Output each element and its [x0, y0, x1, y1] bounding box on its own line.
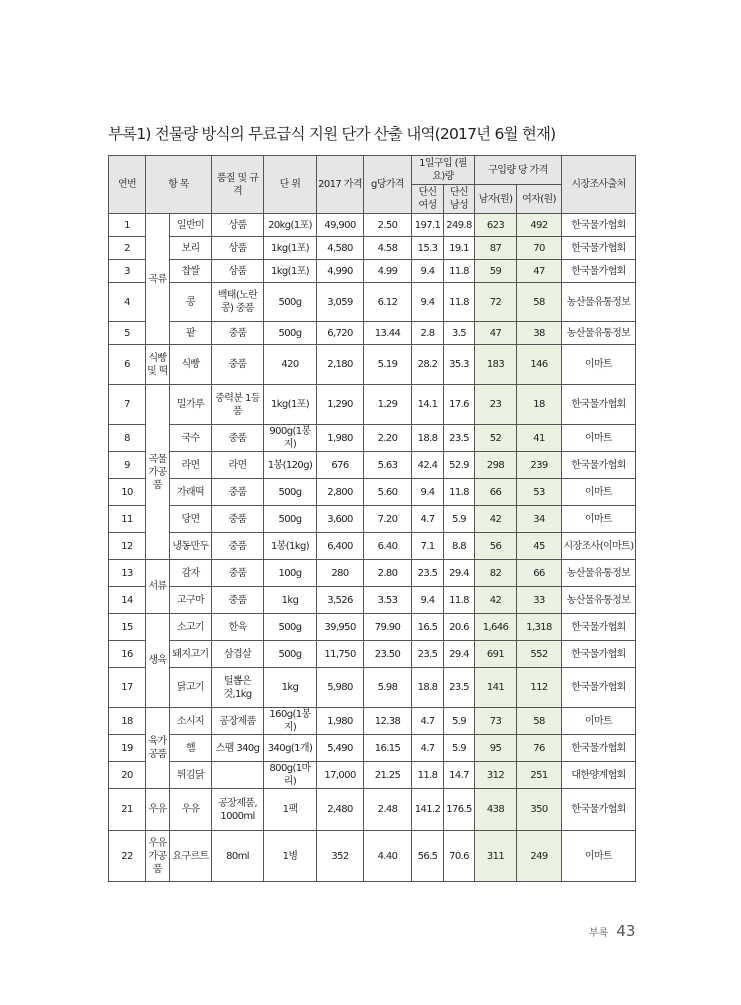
cell-source: 한국물가협회: [562, 641, 636, 668]
cell-cost-male: 56: [475, 533, 517, 560]
cell-need-male: 5.9: [444, 735, 475, 762]
cell-price: 1,290: [317, 385, 364, 425]
cell-gram: 2.20: [364, 425, 412, 452]
cell-price: 6,400: [317, 533, 364, 560]
cell-quality: 삼겹살: [212, 641, 264, 668]
cell-source: 한국물가협회: [562, 789, 636, 831]
cell-price: 280: [317, 560, 364, 587]
cell-gram: 3.53: [364, 587, 412, 614]
cell-cost-female: 76: [517, 735, 562, 762]
cell-source: 농산물유통정보: [562, 587, 636, 614]
cell-need-female: 4.7: [412, 506, 444, 533]
table-row: [109, 506, 636, 533]
table-row: [109, 587, 636, 614]
table-row: [109, 668, 636, 708]
cell-gram: 5.60: [364, 479, 412, 506]
cell-cost-male: 42: [475, 587, 517, 614]
cell-no: 9: [109, 452, 146, 479]
cell-need-female: 14.1: [412, 385, 444, 425]
cell-cost-female: 58: [517, 708, 562, 735]
cell-cost-female: 33: [517, 587, 562, 614]
page-number: 43: [616, 922, 636, 940]
table-row: [109, 831, 636, 882]
cell-item: 소시지: [170, 708, 212, 735]
cell-source: 한국물가협회: [562, 668, 636, 708]
cell-quality: 스팸 340g: [212, 735, 264, 762]
cell-quality: 중품: [212, 345, 264, 385]
cell-need-female: 4.7: [412, 708, 444, 735]
cell-need-female: 197.1: [412, 214, 444, 237]
cell-unit: 1kg(1포): [264, 237, 317, 260]
cell-source: 이마트: [562, 425, 636, 452]
cell-source: 농산물유통정보: [562, 283, 636, 322]
cell-no: 13: [109, 560, 146, 587]
cell-gram: 2.80: [364, 560, 412, 587]
cell-gram: 13.44: [364, 322, 412, 345]
cell-source: 농산물유통정보: [562, 322, 636, 345]
cell-cost-male: 47: [475, 322, 517, 345]
header-need-female: 단신 여성: [412, 185, 444, 214]
cell-quality: 중력분 1등품: [212, 385, 264, 425]
cell-no: 3: [109, 260, 146, 283]
table-row: [109, 214, 636, 237]
cell-price: 1,980: [317, 425, 364, 452]
cell-no: 6: [109, 345, 146, 385]
header-no: 연번: [109, 156, 146, 214]
cell-unit: 1kg(1포): [264, 385, 317, 425]
cell-gram: 5.19: [364, 345, 412, 385]
cell-need-male: 23.5: [444, 425, 475, 452]
cell-unit: 800g(1마리): [264, 762, 317, 789]
cell-need-male: 11.8: [444, 260, 475, 283]
cell-need-male: 249.8: [444, 214, 475, 237]
cell-need-female: 28.2: [412, 345, 444, 385]
header-cost-female: 여자(원): [517, 185, 562, 214]
cell-unit: 1봉(120g): [264, 452, 317, 479]
cell-source: 한국물가협회: [562, 452, 636, 479]
header-price-2017: 2017 가격: [317, 156, 364, 214]
cell-gram: 79.90: [364, 614, 412, 641]
cell-need-female: 23.5: [412, 560, 444, 587]
category-cell: 생육: [146, 614, 170, 708]
cell-item: 감자: [170, 560, 212, 587]
cell-no: 16: [109, 641, 146, 668]
cell-cost-female: 552: [517, 641, 562, 668]
category-cell: 식빵 및 떡: [146, 345, 170, 385]
cell-source: 한국물가협회: [562, 735, 636, 762]
table-row: [109, 789, 636, 831]
cell-cost-male: 141: [475, 668, 517, 708]
cell-cost-male: 72: [475, 283, 517, 322]
cell-need-male: 11.8: [444, 283, 475, 322]
cell-need-female: 23.5: [412, 641, 444, 668]
cell-price: 5,980: [317, 668, 364, 708]
cell-cost-female: 34: [517, 506, 562, 533]
cell-need-male: 29.4: [444, 641, 475, 668]
cell-cost-male: 95: [475, 735, 517, 762]
table-body: [109, 214, 636, 882]
cell-item: 콩: [170, 283, 212, 322]
cell-unit: 1병: [264, 831, 317, 882]
cell-need-female: 56.5: [412, 831, 444, 882]
cell-gram: 2.48: [364, 789, 412, 831]
cell-unit: 500g: [264, 283, 317, 322]
cell-need-female: 9.4: [412, 283, 444, 322]
cell-source: 이마트: [562, 831, 636, 882]
cell-price: 3,600: [317, 506, 364, 533]
cell-quality: 상품: [212, 260, 264, 283]
cell-quality: 중품: [212, 479, 264, 506]
cell-no: 4: [109, 283, 146, 322]
cell-cost-female: 70: [517, 237, 562, 260]
cell-need-female: 7.1: [412, 533, 444, 560]
cell-need-male: 5.9: [444, 708, 475, 735]
cell-cost-female: 45: [517, 533, 562, 560]
table-row: [109, 641, 636, 668]
cell-need-male: 14.7: [444, 762, 475, 789]
cell-gram: 7.20: [364, 506, 412, 533]
cell-need-male: 176.5: [444, 789, 475, 831]
cell-item: 국수: [170, 425, 212, 452]
cell-item: 돼지고기: [170, 641, 212, 668]
cell-item: 일반미: [170, 214, 212, 237]
header-quality: 품질 및 규격: [212, 156, 264, 214]
cell-item: 우유: [170, 789, 212, 831]
cell-no: 21: [109, 789, 146, 831]
cell-source: 이마트: [562, 479, 636, 506]
cell-need-male: 19.1: [444, 237, 475, 260]
cell-need-female: 16.5: [412, 614, 444, 641]
cell-quality: 한육: [212, 614, 264, 641]
cell-price: 2,180: [317, 345, 364, 385]
table-row: [109, 708, 636, 735]
cell-item: 식빵: [170, 345, 212, 385]
cell-price: 352: [317, 831, 364, 882]
header-need-group: 1일구입 (필요)량: [412, 156, 475, 185]
cell-price: 11,750: [317, 641, 364, 668]
cell-no: 15: [109, 614, 146, 641]
cell-source: 한국물가협회: [562, 385, 636, 425]
cell-no: 1: [109, 214, 146, 237]
cell-need-male: 23.5: [444, 668, 475, 708]
cell-unit: 1팩: [264, 789, 317, 831]
cell-cost-male: 73: [475, 708, 517, 735]
cell-unit: 500g: [264, 479, 317, 506]
header-per-gram: g당가격: [364, 156, 412, 214]
cell-price: 6,720: [317, 322, 364, 345]
table-row: [109, 614, 636, 641]
category-cell: 곡류: [146, 214, 170, 345]
cell-no: 5: [109, 322, 146, 345]
cell-gram: 2.50: [364, 214, 412, 237]
cell-gram: 12.38: [364, 708, 412, 735]
cell-need-male: 11.8: [444, 479, 475, 506]
cell-item: 소고기: [170, 614, 212, 641]
cell-need-male: 70.6: [444, 831, 475, 882]
cell-unit: 1kg: [264, 668, 317, 708]
cell-price: 5,490: [317, 735, 364, 762]
cell-unit: 340g(1개): [264, 735, 317, 762]
cell-cost-male: 623: [475, 214, 517, 237]
cell-source: 농산물유통정보: [562, 560, 636, 587]
header-source: 시장조사출처: [562, 156, 636, 214]
cell-item: 튀김닭: [170, 762, 212, 789]
cell-quality: 중품: [212, 560, 264, 587]
cell-gram: 23.50: [364, 641, 412, 668]
table-row: [109, 533, 636, 560]
cell-item: 당면: [170, 506, 212, 533]
table-row: [109, 260, 636, 283]
cell-price: 2,480: [317, 789, 364, 831]
cell-quality: 상품: [212, 214, 264, 237]
cell-cost-male: 59: [475, 260, 517, 283]
cell-need-female: 141.2: [412, 789, 444, 831]
cell-quality: 공장제품, 1000ml: [212, 789, 264, 831]
cell-quality: 백태(노란 콩) 중품: [212, 283, 264, 322]
cell-cost-female: 53: [517, 479, 562, 506]
cell-need-female: 42.4: [412, 452, 444, 479]
cell-need-female: 9.4: [412, 479, 444, 506]
cell-source: 이마트: [562, 708, 636, 735]
table-row: [109, 762, 636, 789]
cell-need-male: 17.6: [444, 385, 475, 425]
cell-no: 7: [109, 385, 146, 425]
cell-no: 18: [109, 708, 146, 735]
cell-item: 햄: [170, 735, 212, 762]
cell-unit: 1kg(1포): [264, 260, 317, 283]
cell-source: 한국물가협회: [562, 214, 636, 237]
cell-item: 고구마: [170, 587, 212, 614]
cell-gram: 6.12: [364, 283, 412, 322]
cell-cost-female: 146: [517, 345, 562, 385]
cell-gram: 4.58: [364, 237, 412, 260]
cell-item: 냉동만두: [170, 533, 212, 560]
cell-need-female: 2.8: [412, 322, 444, 345]
table-row: [109, 283, 636, 322]
cell-price: 676: [317, 452, 364, 479]
cell-quality: [212, 762, 264, 789]
cell-gram: 6.40: [364, 533, 412, 560]
cell-item: 팥: [170, 322, 212, 345]
cell-cost-male: 298: [475, 452, 517, 479]
cell-price: 4,580: [317, 237, 364, 260]
cell-item: 찹쌀: [170, 260, 212, 283]
cell-quality: 중품: [212, 587, 264, 614]
cell-item: 라면: [170, 452, 212, 479]
cell-cost-female: 239: [517, 452, 562, 479]
cell-need-male: 52.9: [444, 452, 475, 479]
cell-price: 39,950: [317, 614, 364, 641]
cell-price: 1,980: [317, 708, 364, 735]
table-row: [109, 560, 636, 587]
cell-need-male: 20.6: [444, 614, 475, 641]
cell-no: 20: [109, 762, 146, 789]
cell-quality: 80ml: [212, 831, 264, 882]
cell-gram: 4.99: [364, 260, 412, 283]
cell-quality: 상품: [212, 237, 264, 260]
cell-need-female: 4.7: [412, 735, 444, 762]
header-cost-male: 남자(원): [475, 185, 517, 214]
cell-cost-male: 311: [475, 831, 517, 882]
table-row: [109, 322, 636, 345]
cell-need-male: 35.3: [444, 345, 475, 385]
page-title: 부록1) 전물량 방식의 무료급식 지원 단가 산출 내역(2017년 6월 현재): [108, 125, 556, 143]
cell-unit: 160g(1봉지): [264, 708, 317, 735]
cell-unit: 420: [264, 345, 317, 385]
cell-quality: 중품: [212, 506, 264, 533]
unit-price-table: [108, 155, 636, 882]
table-row: [109, 237, 636, 260]
cell-cost-female: 38: [517, 322, 562, 345]
cell-cost-male: 183: [475, 345, 517, 385]
cell-cost-female: 249: [517, 831, 562, 882]
cell-no: 17: [109, 668, 146, 708]
cell-item: 가래떡: [170, 479, 212, 506]
table-row: [109, 385, 636, 425]
cell-source: 한국물가협회: [562, 260, 636, 283]
cell-cost-female: 58: [517, 283, 562, 322]
table-row: [109, 479, 636, 506]
cell-need-female: 11.8: [412, 762, 444, 789]
cell-gram: 5.98: [364, 668, 412, 708]
cell-unit: 1kg: [264, 587, 317, 614]
header-item: 항 목: [146, 156, 212, 214]
cell-need-female: 9.4: [412, 587, 444, 614]
cell-gram: 5.63: [364, 452, 412, 479]
cell-need-male: 3.5: [444, 322, 475, 345]
table-header: [109, 156, 636, 214]
cell-cost-female: 18: [517, 385, 562, 425]
cell-cost-male: 23: [475, 385, 517, 425]
cell-price: 49,900: [317, 214, 364, 237]
cell-cost-male: 1,646: [475, 614, 517, 641]
cell-no: 2: [109, 237, 146, 260]
cell-cost-male: 52: [475, 425, 517, 452]
cell-cost-female: 492: [517, 214, 562, 237]
cell-quality: 라면: [212, 452, 264, 479]
cell-need-male: 5.9: [444, 506, 475, 533]
page-footer: [589, 922, 635, 940]
cell-quality: 공장제품: [212, 708, 264, 735]
cell-item: 밀가루: [170, 385, 212, 425]
cell-need-female: 15.3: [412, 237, 444, 260]
cell-unit: 500g: [264, 614, 317, 641]
cell-cost-female: 350: [517, 789, 562, 831]
cell-cost-male: 438: [475, 789, 517, 831]
table-row: [109, 345, 636, 385]
table-row: [109, 735, 636, 762]
category-cell: 육가 공품: [146, 708, 170, 789]
cell-price: 3,526: [317, 587, 364, 614]
cell-no: 19: [109, 735, 146, 762]
cell-source: 시장조사(이마트): [562, 533, 636, 560]
cell-source: 이마트: [562, 506, 636, 533]
cell-cost-male: 691: [475, 641, 517, 668]
cell-unit: 500g: [264, 641, 317, 668]
cell-source: 이마트: [562, 345, 636, 385]
cell-price: 2,800: [317, 479, 364, 506]
cell-source: 대한양계협회: [562, 762, 636, 789]
cell-price: 4,990: [317, 260, 364, 283]
cell-cost-female: 41: [517, 425, 562, 452]
category-cell: 우유 가공 품: [146, 831, 170, 882]
cell-need-male: 11.8: [444, 587, 475, 614]
table-row: [109, 452, 636, 479]
cell-cost-male: 66: [475, 479, 517, 506]
cell-gram: 21.25: [364, 762, 412, 789]
category-cell: 곡물 가공 품: [146, 385, 170, 560]
category-cell: 우유: [146, 789, 170, 831]
cell-quality: 중품: [212, 533, 264, 560]
cell-item: 요구르트: [170, 831, 212, 882]
cell-unit: 1봉(1kg): [264, 533, 317, 560]
cell-need-female: 9.4: [412, 260, 444, 283]
cell-unit: 500g: [264, 322, 317, 345]
cell-need-male: 29.4: [444, 560, 475, 587]
cell-cost-male: 42: [475, 506, 517, 533]
category-cell: 서류: [146, 560, 170, 614]
footer-label: 부록: [589, 928, 609, 939]
cell-gram: 4.40: [364, 831, 412, 882]
cell-unit: 900g(1봉지): [264, 425, 317, 452]
cell-quality: 중품: [212, 425, 264, 452]
cell-need-male: 8.8: [444, 533, 475, 560]
cell-need-female: 18.8: [412, 668, 444, 708]
header-cost-group: 구입량 당 가격: [475, 156, 562, 185]
cell-cost-female: 1,318: [517, 614, 562, 641]
cell-gram: 16.15: [364, 735, 412, 762]
cell-need-female: 18.8: [412, 425, 444, 452]
cell-no: 14: [109, 587, 146, 614]
cell-item: 닭고기: [170, 668, 212, 708]
cell-price: 17,000: [317, 762, 364, 789]
cell-cost-female: 66: [517, 560, 562, 587]
cell-unit: 500g: [264, 506, 317, 533]
cell-source: 한국물가협회: [562, 614, 636, 641]
cell-price: 3,059: [317, 283, 364, 322]
cell-no: 11: [109, 506, 146, 533]
cell-no: 8: [109, 425, 146, 452]
cell-gram: 1.29: [364, 385, 412, 425]
table-row: [109, 425, 636, 452]
cell-unit: 100g: [264, 560, 317, 587]
cell-item: 보리: [170, 237, 212, 260]
cell-cost-male: 82: [475, 560, 517, 587]
cell-cost-male: 312: [475, 762, 517, 789]
cell-no: 22: [109, 831, 146, 882]
header-need-male: 단신 남성: [444, 185, 475, 214]
cell-unit: 20kg(1포): [264, 214, 317, 237]
cell-quality: 중품: [212, 322, 264, 345]
cell-source: 한국물가협회: [562, 237, 636, 260]
header-unit: 단 위: [264, 156, 317, 214]
cell-cost-female: 251: [517, 762, 562, 789]
cell-cost-female: 112: [517, 668, 562, 708]
cell-no: 12: [109, 533, 146, 560]
cell-cost-male: 87: [475, 237, 517, 260]
cell-cost-female: 47: [517, 260, 562, 283]
cell-quality: 털뽑은 것,1kg: [212, 668, 264, 708]
cell-no: 10: [109, 479, 146, 506]
